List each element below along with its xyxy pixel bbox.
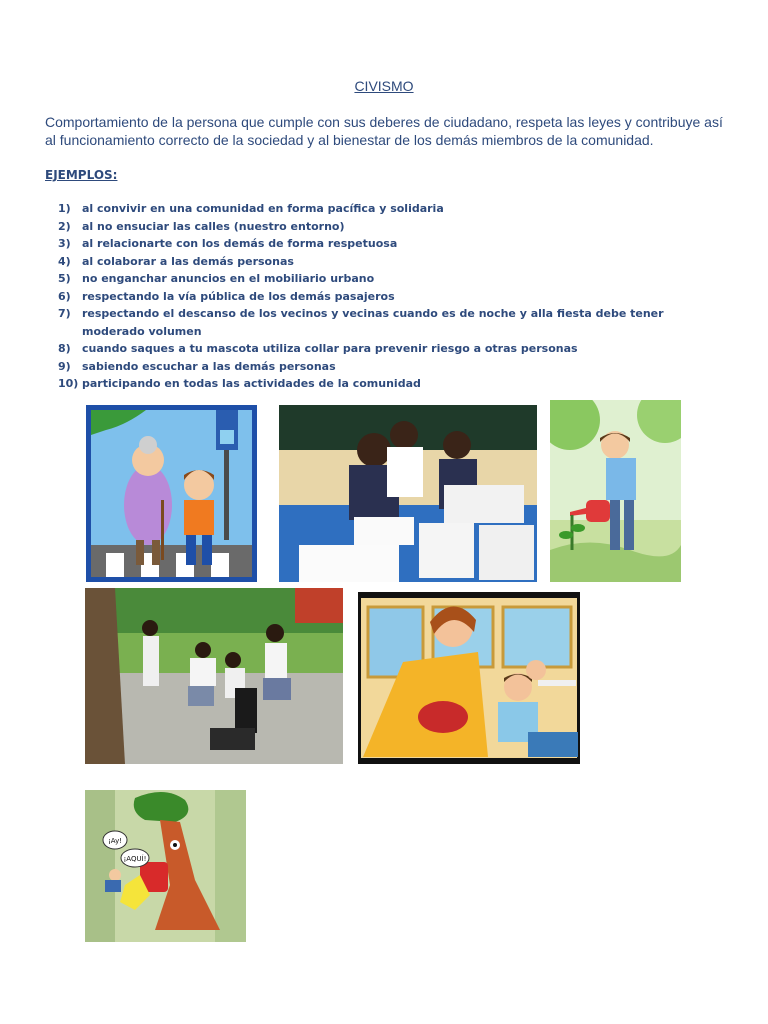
bubble-text-aqui: ¡AQUÍ! (123, 855, 147, 863)
photo-students-cleaning (85, 588, 343, 764)
examples-heading: EJEMPLOS: (45, 168, 118, 182)
list-item: 4) al colaborar a las demás personas (58, 254, 294, 268)
list-item: 7) respectando el descanso de los vecinos y vecinas cuando es de noche y alla fiesta debe tener moderado volumen (58, 307, 664, 338)
list-item: 1) al convivir en una comunidad en forma pacífica y solidaria (58, 202, 444, 215)
page-title: CIVISMO (354, 78, 414, 94)
illustration-watering-plant (550, 400, 681, 582)
illustration-crossing-street (86, 405, 257, 582)
list-item: 10) participando en todas las actividades de la comunidad (58, 377, 421, 390)
bubble-text-ay: ¡Ay! (107, 837, 123, 845)
list-item: 8) cuando saques a tu mascota utiliza collar para prevenir riesgo a otras personas (58, 342, 578, 355)
illustration-bus-passengers (358, 592, 580, 764)
list-item: 5) no enganchar anuncios en el mobiliario urbano (58, 272, 375, 285)
examples-list (58, 200, 698, 393)
list-item: 3) al relacionarte con los demás de forma respetuosa (58, 237, 398, 250)
photo-students-classroom (279, 405, 537, 582)
intro-paragraph: Comportamiento de la persona que cumple con sus deberes de ciudadano, respeta las leyes y contribuye así al funcionamiento correcto de la sociedad y al bienestar de los demás miembros de la comunidad. (45, 114, 723, 148)
list-item: 6) respectando la vía pública de los demás pasajeros (58, 289, 395, 303)
list-item: 2) al no ensuciar las calles (nuestro entorno) (58, 219, 345, 233)
illustration-tree-cartoon (85, 790, 246, 942)
list-item: 9) sabiendo escuchar a las demás personas (58, 359, 336, 373)
